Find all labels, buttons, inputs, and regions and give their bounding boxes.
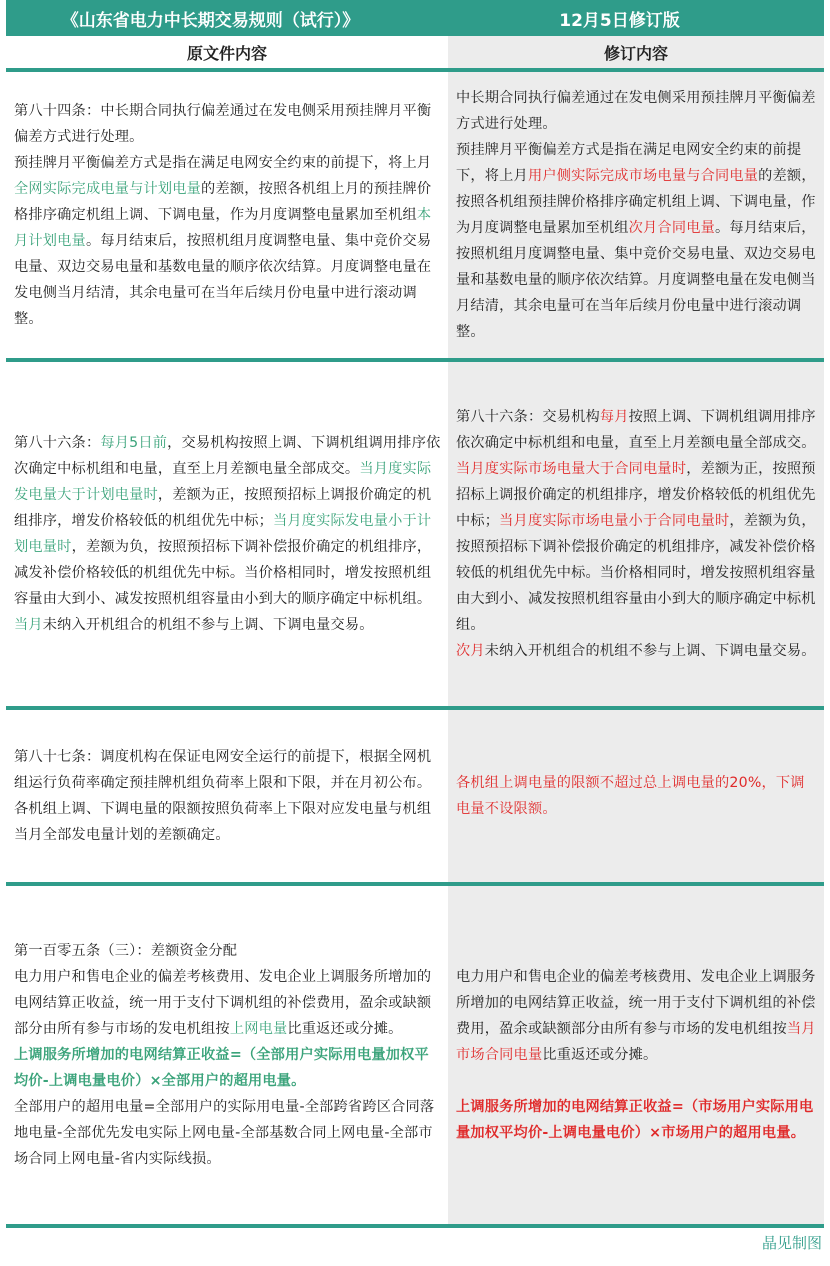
clause-paragraph: [456, 85, 818, 137]
column-headers: [6, 36, 824, 72]
clause-text: 第一百零五条（三）：差额资金分配: [14, 943, 238, 959]
comparison-row-84: [6, 72, 824, 362]
highlighted-text: 全网实际完成电量与计划电量: [14, 181, 202, 197]
highlighted-text: 当月度实际市场电量大于合同电量时: [456, 461, 687, 477]
highlighted-text: 上调服务所增加的电网结算正收益=（市场用户实际用电量加权平均价-上调电量电价）×市场用户的超用电量。: [456, 1099, 814, 1141]
clause-paragraph: [14, 938, 442, 964]
revised-doc-title: 12月5日修订版: [559, 10, 680, 31]
clause-text: 预挂牌月平衡偏差方式是指在满足电网安全约束的前提下，将上月: [14, 155, 432, 171]
comparison-row-87: [6, 710, 824, 886]
revised-cell: [448, 710, 824, 882]
clause-text: 电力用户和售电企业的偏差考核费用、发电企业上调服务所增加的电网结算正收益，统一用于支付下调机组的补偿费用，盈余或缺额部分由所有参与市场的发电机组按: [456, 969, 816, 1037]
revised-cell: [448, 72, 824, 358]
clause-text: 全部用户的超用电量=全部用户的实际用电量-全部跨省跨区合同落地电量-全部优先发电实际上网电量-全部基数合同上网电量-全部市场合同上网电量-省内实际线损。: [14, 1099, 435, 1167]
highlighted-text: 各机组上调电量的限额不超过总上调电量的20%，下调电量不设限额。: [456, 775, 805, 817]
clause-paragraph: [456, 456, 818, 638]
clause-text: 按照上调、下调机组调用排序依次确定中标机组和电量，直至上月差额电量全部成交。: [456, 409, 816, 451]
clause-text: 中长期合同执行偏差通过在发电侧采用预挂牌月平衡偏差方式进行处理。: [456, 90, 816, 132]
original-cell: [6, 72, 448, 358]
clause-paragraph: [14, 964, 442, 1042]
clause-paragraph: [14, 1094, 442, 1172]
revised-cell: [448, 362, 824, 706]
clause-text: ，差额为负，按照预招标下调补偿报价确定的机组排序，减发补偿价格较低的机组优先中标。当价格相同时，增发按照机组容量由大到小、减发按照机组容量由小到大的顺序确定中标机组。: [456, 513, 816, 633]
clause-paragraph: [14, 430, 442, 612]
original-cell: [6, 710, 448, 882]
highlighted-text: 当月度实际发电量大于计划电量时: [14, 461, 432, 503]
highlighted-text: 当月市场合同电量: [456, 1021, 816, 1063]
clause-paragraph: [14, 98, 442, 150]
clause-text: ，交易机构按照上调、下调机组调用排序依次确定中标机组和电量，直至上月差额电量全部成交。: [14, 435, 441, 477]
clause-text: ，差额为负，按照预招标下调补偿报价确定的机组排序，减发补偿价格较低的机组优先中标。当价格相同时，增发按照机组容量由大到小、减发按照机组容量由小到大的顺序确定中标机组。: [14, 539, 432, 607]
highlighted-text: 每月5日前: [100, 435, 168, 451]
clause-text: 。每月结束后，按照机组月度调整电量、集中竞价交易电量、双边交易电量和基数电量的顺序依次结算。月度调整电量在发电侧当月结清，其余电量可在当年后续月份电量中进行滚动调整。: [14, 233, 432, 327]
clause-paragraph: [456, 1094, 818, 1146]
clause-text: 的差额，按照各机组上月的预挂牌价格排序确定机组上调、下调电量，作为月度调整电量累加至机组: [14, 181, 432, 223]
clause-paragraph: [456, 137, 818, 345]
clause-text: 比重返还或分摊。: [287, 1021, 403, 1037]
revised-cell: [448, 886, 824, 1224]
revised-column-header: 修订内容: [448, 36, 824, 68]
paragraph-spacer: [456, 1068, 818, 1094]
clause-text: 的差额，按照各机组预挂牌价格排序确定机组上调、下调电量，作为月度调整电量累加至机组: [456, 168, 816, 236]
clause-text: 未纳入开机组合的机组不参与上调、下调电量交易。: [42, 617, 374, 633]
clause-text: 比重返还或分摊。: [542, 1047, 658, 1063]
highlighted-text: 用户侧实际完成市场电量与合同电量: [527, 168, 759, 184]
highlighted-text: 次月合同电量: [628, 220, 715, 236]
clause-paragraph: [14, 1042, 442, 1094]
clause-text: ，差额为正，按照预招标上调报价确定的机组排序，增发价格较低的机组优先中标；: [14, 487, 432, 529]
clause-text: ，差额为正，按照预招标上调报价确定的机组排序，增发价格较低的机组优先中标；: [456, 461, 816, 529]
clause-text: 。每月结束后，按照机组月度调整电量、集中竞价交易电量、双边交易电量和基数电量的顺序依次结算。月度调整电量在发电侧当月结清，其余电量可在当年后续月份电量中进行滚动调整。: [456, 220, 816, 340]
highlighted-text: 次月: [456, 643, 485, 659]
comparison-row-86: [6, 362, 824, 710]
clause-text: 第八十六条：: [14, 435, 101, 451]
clause-paragraph: [456, 638, 818, 664]
clause-paragraph: [456, 404, 818, 456]
original-cell: [6, 886, 448, 1224]
highlighted-text: 每月: [599, 409, 629, 425]
highlighted-text: 上调服务所增加的电网结算正收益=（全部用户实际用电量加权平均价-上调电量电价）×全部用户的超用电量。: [14, 1047, 429, 1089]
credit-label: 晶见制图: [761, 1234, 822, 1252]
original-doc-title: 《山东省电力中长期交易规则（试行）》: [61, 10, 360, 31]
title-bar: [6, 0, 824, 36]
clause-text: 电力用户和售电企业的偏差考核费用、发电企业上调服务所增加的电网结算正收益，统一用于支付下调机组的补偿费用，盈余或缺额部分由所有参与市场的发电机组按: [14, 969, 432, 1037]
clause-paragraph: [456, 964, 818, 1068]
clause-text: 预挂牌月平衡偏差方式是指在满足电网安全约束的前提下，将上月: [456, 142, 802, 184]
clause-paragraph: [14, 744, 442, 848]
clause-paragraph: [14, 612, 442, 638]
original-cell: [6, 362, 448, 706]
highlighted-text: 当月度实际发电量小于计划电量时: [14, 513, 432, 555]
clause-text: 第八十六条：交易机构: [456, 409, 600, 425]
clause-text: 未纳入开机组合的机组不参与上调、下调电量交易。: [484, 643, 816, 659]
comparison-row-105: [6, 886, 824, 1228]
highlighted-text: 上网电量: [229, 1021, 288, 1037]
highlighted-text: 当月: [14, 617, 43, 633]
highlighted-text: 当月度实际市场电量小于合同电量时: [499, 513, 730, 529]
clause-paragraph: [14, 150, 442, 332]
clause-paragraph: [456, 770, 818, 822]
clause-text: 第八十七条：调度机构在保证电网安全运行的前提下，根据全网机组运行负荷率确定预挂牌机组负荷率上限和下限，并在月初公布。各机组上调、下调电量的限额按照负荷率上下限对应发电量与机组当月全部发电量计划的差额确定。: [14, 749, 432, 843]
original-column-header: 原文件内容: [6, 36, 448, 68]
highlighted-text: 本月计划电量: [14, 207, 432, 249]
clause-text: 第八十四条：中长期合同执行偏差通过在发电侧采用预挂牌月平衡偏差方式进行处理。: [14, 103, 432, 145]
